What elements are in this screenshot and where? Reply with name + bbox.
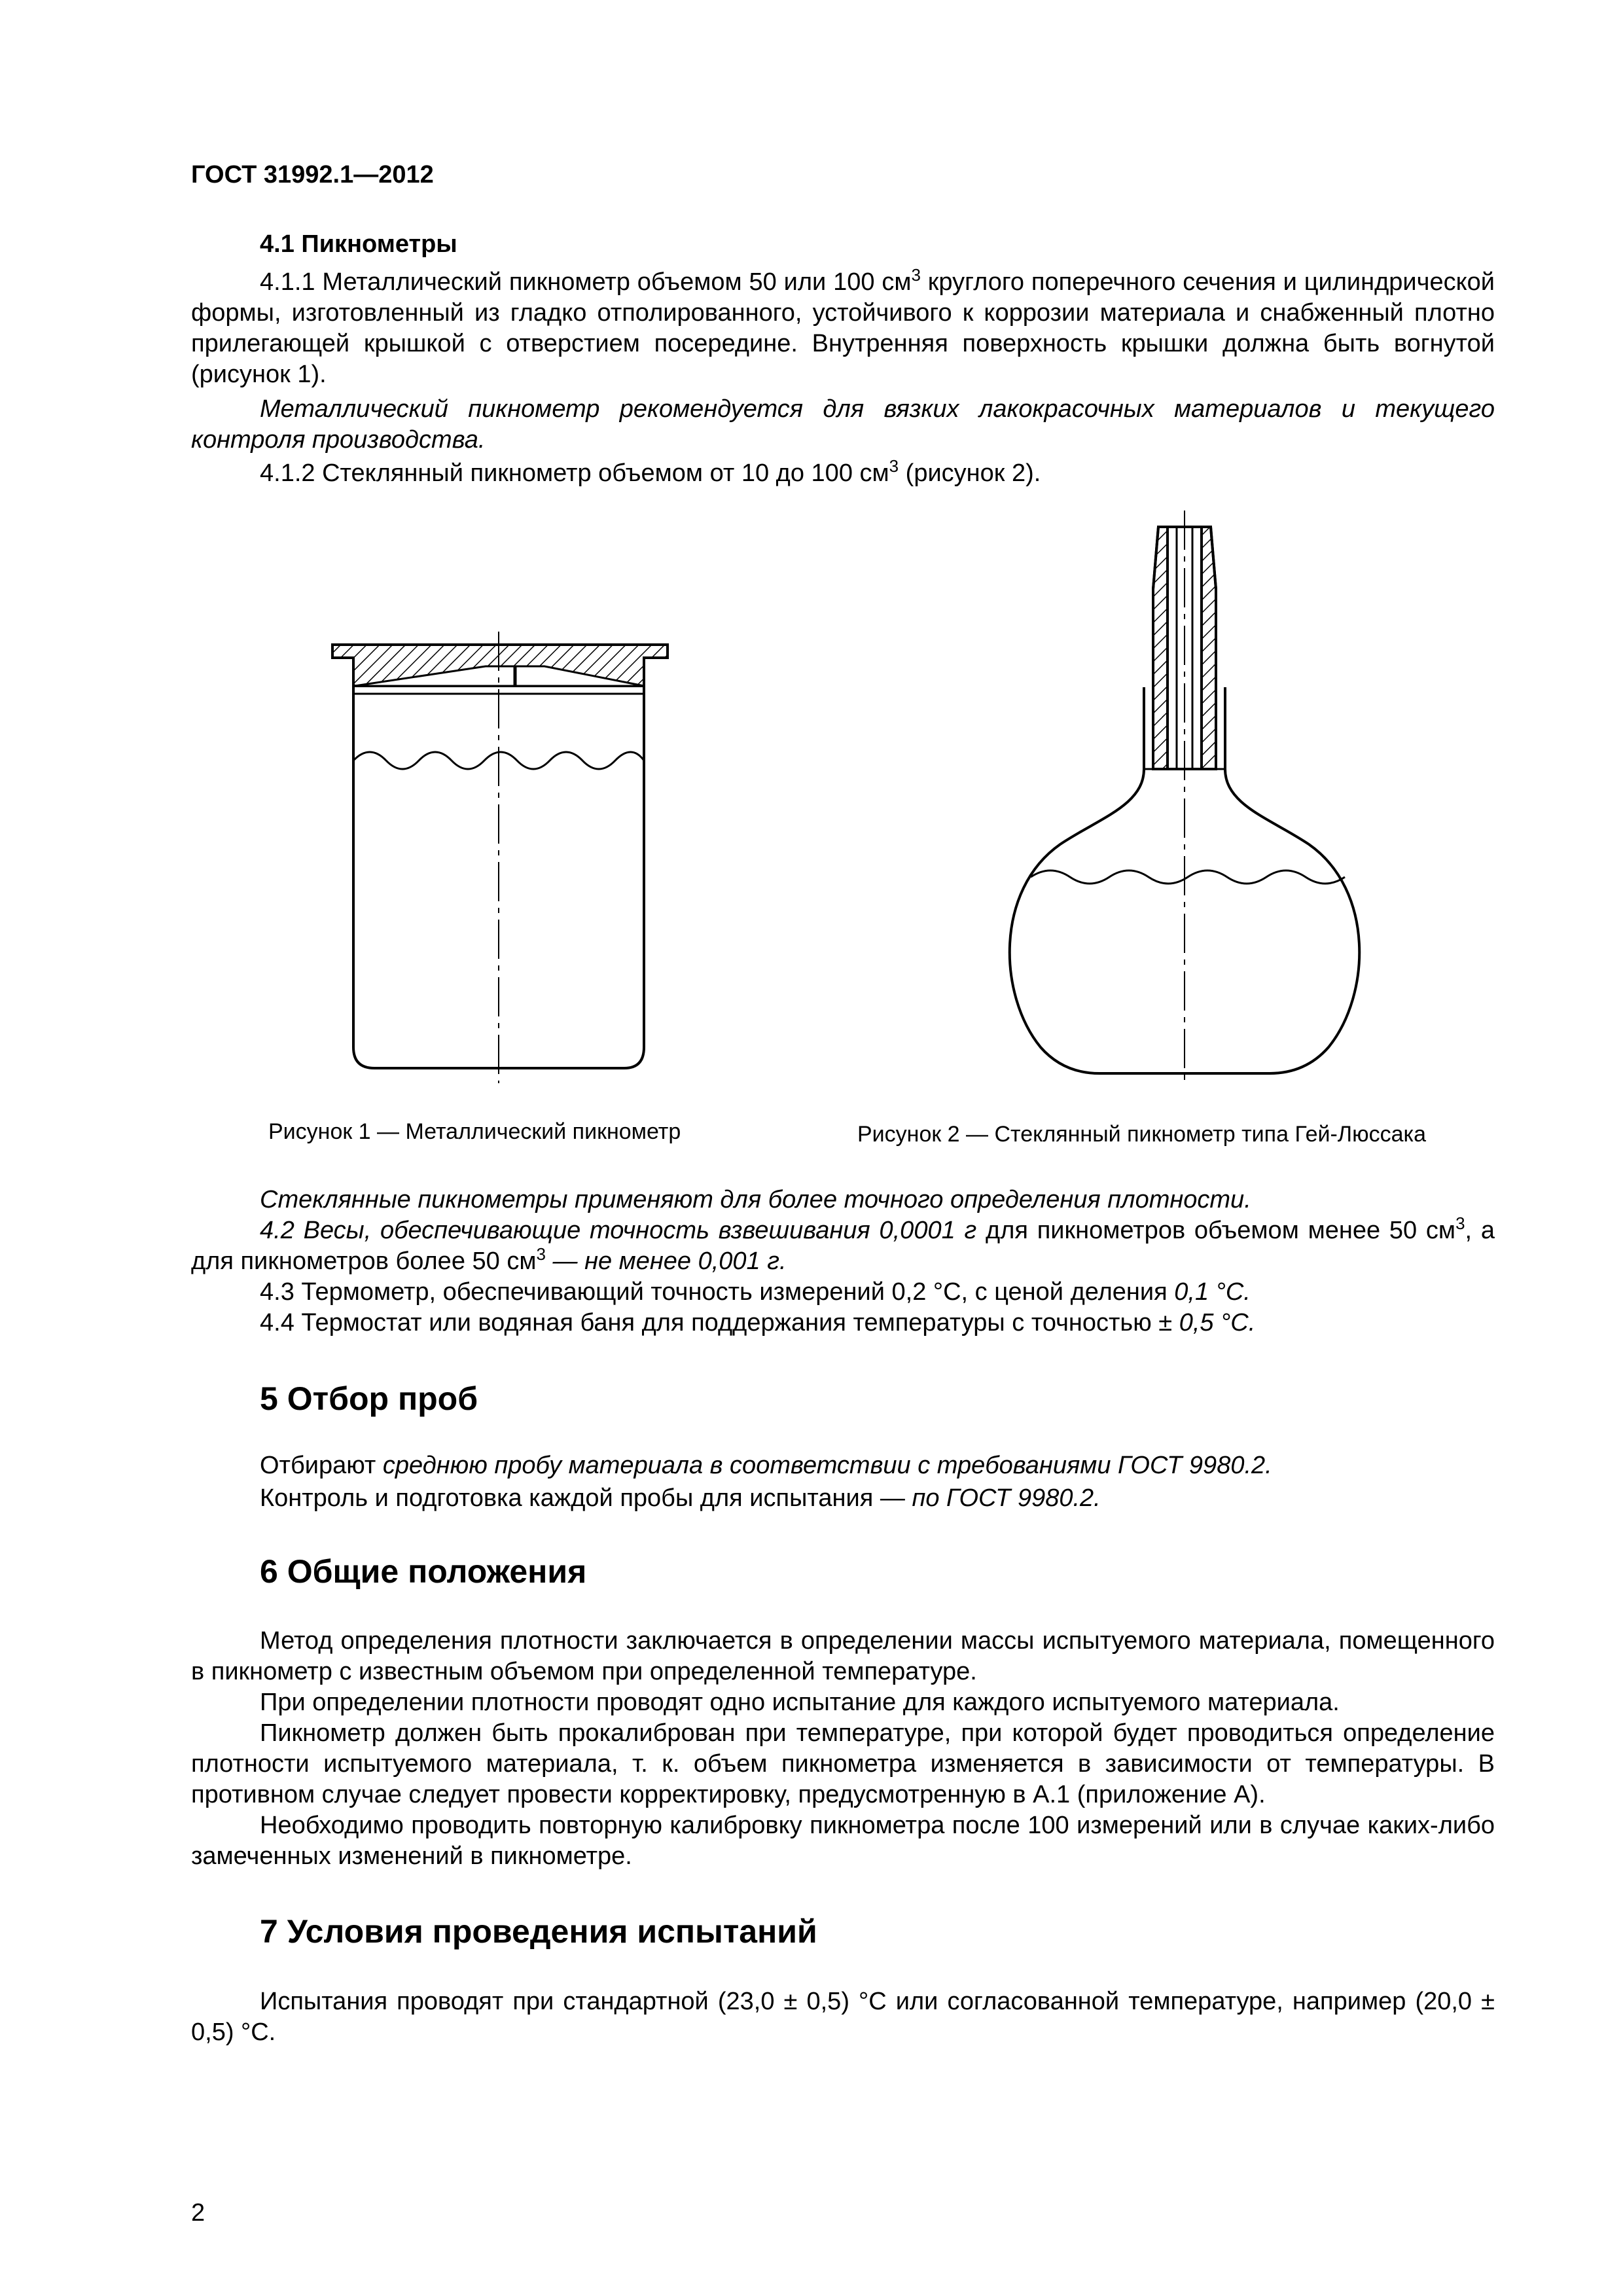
metal-body bbox=[353, 686, 644, 1068]
paragraph-4-3: 4.3 Термометр, обеспечивающий точность измерений 0,2 °С, с ценой деления 0,1 °С. bbox=[260, 1278, 1251, 1306]
glass-pycnometer-drawing bbox=[1010, 511, 1359, 1086]
figure-1-caption: Рисунок 1 — Металлический пикнометр bbox=[268, 1119, 681, 1144]
section-4-1-heading: 4.1 Пикнометры bbox=[260, 230, 457, 258]
section-5-heading: 5 Отбор проб bbox=[260, 1380, 478, 1417]
metal-pycnometer-drawing bbox=[332, 632, 668, 1083]
section-5-paragraph-2: Контроль и подготовка каждой пробы для испытания — по ГОСТ 9980.2. bbox=[260, 1484, 1101, 1512]
section-6-heading: 6 Общие положения bbox=[260, 1553, 587, 1590]
glass-liquid-level bbox=[1031, 870, 1345, 884]
section-6-paragraph-3: Пикнометр должен быть прокалиброван при температуре, при которой будет проводиться определение плотности испытуемого материала, т. к. объем пикнометра изменяется в зависимости от температуры. В противном случае следует провести корректировку, предусмотренную в А.1 (приложение А). bbox=[191, 1719, 1495, 1808]
note-glass-pycnometer: Стеклянные пикнометры применяют для более точного определения плотности. bbox=[260, 1186, 1251, 1213]
paragraph-4-1-2: 4.1.2 Стеклянный пикнометр объемом от 10 до 100 $см^3$ (рисунок 2). bbox=[260, 456, 1041, 487]
section-6-paragraph-4: Необходимо проводить повторную калибровку пикнометра после 100 измерений или в случае каких-либо замеченных изменений в пикнометре. bbox=[191, 1812, 1495, 1870]
glass-bulb bbox=[1010, 769, 1359, 1073]
figure-2-caption: Рисунок 2 — Стеклянный пикнометр типа Гей-Люссака bbox=[857, 1122, 1427, 1147]
lid-concave-surface bbox=[355, 666, 644, 686]
metal-lid bbox=[332, 645, 668, 686]
document-id: ГОСТ 31992.1—2012 bbox=[191, 161, 434, 188]
paragraph-4-2: 4.2 Весы, обеспечивающие точность взвешивания 0,0001 г для пикнометров объемом менее 50 $см^3$, а для пикнометров более 50 $см^3$ — не менее 0,001 г. bbox=[191, 1213, 1495, 1275]
section-7-heading: 7 Условия проведения испытаний bbox=[260, 1913, 817, 1950]
section-7-paragraph-1: Испытания проводят при стандартной (23,0 ± 0,5) °С или согласованной температуре, например (20,0 ± 0,5) °С. bbox=[191, 1988, 1495, 2046]
stopper-right bbox=[1202, 527, 1216, 769]
glass-neck bbox=[1144, 687, 1225, 769]
paragraph-4-4: 4.4 Термостат или водяная баня для поддержания температуры с точностью ± 0,5 °С. bbox=[260, 1309, 1256, 1336]
note-metal-pycnometer: Металлический пикнометр рекомендуется для вязких лакокрасочных материалов и текущего контроля производства. bbox=[191, 395, 1495, 454]
section-6-paragraph-2: При определении плотности проводят одно испытание для каждого испытуемого материала. bbox=[260, 1689, 1340, 1716]
section-6-paragraph-1: Метод определения плотности заключается в определении массы испытуемого материала, помещенного в пикнометр с известным объемом при определенной температуре. bbox=[191, 1627, 1495, 1685]
paragraph-4-1-1: 4.1.1 Металлический пикнометр объемом 50 или 100 $см^3$ круглого поперечного сечения и цилиндрической формы, изготовленный из гладко отполированного, устойчивого к коррозии материала и снабженный плотно прилегающей крышкой с отверстием посередине. Внутренняя поверхность крышки должна быть вогнутой (рисунок 1). bbox=[191, 265, 1495, 388]
page-number: 2 bbox=[191, 2199, 205, 2227]
section-5-paragraph-1: Отбирают среднюю пробу материала в соответствии с требованиями ГОСТ 9980.2. bbox=[260, 1452, 1272, 1479]
metal-liquid-level bbox=[353, 752, 644, 769]
stopper-left bbox=[1153, 527, 1168, 769]
stopper-top bbox=[1153, 527, 1216, 769]
